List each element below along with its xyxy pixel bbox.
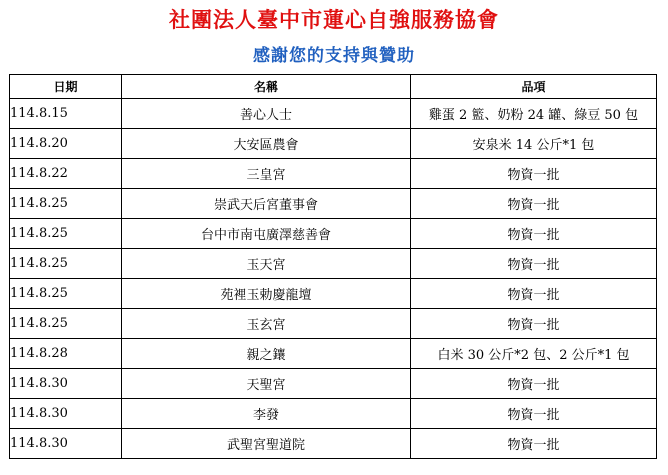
cell-date: 114.8.25 — [10, 309, 122, 339]
donation-table — [9, 74, 657, 459]
table-row — [10, 399, 657, 429]
table-row — [10, 369, 657, 399]
page-subtitle: 感謝您的支持與贊助 — [253, 46, 415, 66]
cell-date: 114.8.25 — [10, 189, 122, 219]
cell-item: 物資一批 — [411, 219, 657, 249]
cell-date: 114.8.22 — [10, 159, 122, 189]
cell-name: 玉玄宮 — [122, 309, 411, 339]
cell-item: 物資一批 — [411, 399, 657, 429]
table-row — [10, 279, 657, 309]
cell-item: 白米 30 公斤*2 包、2 公斤*1 包 — [411, 339, 657, 369]
cell-name: 親之鑲 — [122, 339, 411, 369]
cell-item: 物資一批 — [411, 309, 657, 339]
cell-name: 天聖宮 — [122, 369, 411, 399]
cell-item: 安泉米 14 公斤*1 包 — [411, 129, 657, 159]
table-row — [10, 159, 657, 189]
table-row — [10, 249, 657, 279]
cell-date: 114.8.30 — [10, 369, 122, 399]
table-header-row — [10, 75, 657, 99]
cell-name: 苑裡玉勅慶龍壇 — [122, 279, 411, 309]
cell-name: 武聖宮聖道院 — [122, 429, 411, 459]
table-row — [10, 429, 657, 459]
cell-name: 大安區農會 — [122, 129, 411, 159]
table-row — [10, 339, 657, 369]
cell-item: 物資一批 — [411, 249, 657, 279]
cell-date: 114.8.25 — [10, 279, 122, 309]
page-title: 社團法人臺中市蓮心自強服務協會 — [169, 7, 499, 32]
cell-name: 崇武天后宮董事會 — [122, 189, 411, 219]
column-header-item: 品項 — [411, 75, 657, 99]
cell-item: 物資一批 — [411, 189, 657, 219]
cell-date: 114.8.20 — [10, 129, 122, 159]
column-header-date: 日期 — [10, 75, 122, 99]
cell-date: 114.8.28 — [10, 339, 122, 369]
cell-item: 物資一批 — [411, 369, 657, 399]
cell-name: 善心人士 — [122, 99, 411, 129]
table-row — [10, 99, 657, 129]
cell-item: 雞蛋 2 籃、奶粉 24 罐、綠豆 50 包 — [411, 99, 657, 129]
table-row — [10, 309, 657, 339]
cell-name: 李發 — [122, 399, 411, 429]
cell-item: 物資一批 — [411, 279, 657, 309]
cell-name: 台中市南屯廣澤慈善會 — [122, 219, 411, 249]
table-row — [10, 189, 657, 219]
table-row — [10, 219, 657, 249]
table-row — [10, 129, 657, 159]
cell-item: 物資一批 — [411, 429, 657, 459]
cell-date: 114.8.25 — [10, 249, 122, 279]
cell-date: 114.8.30 — [10, 429, 122, 459]
column-header-name: 名稱 — [122, 75, 411, 99]
cell-item: 物資一批 — [411, 159, 657, 189]
cell-date: 114.8.15 — [10, 99, 122, 129]
cell-name: 玉天宮 — [122, 249, 411, 279]
cell-date: 114.8.25 — [10, 219, 122, 249]
cell-name: 三皇宮 — [122, 159, 411, 189]
cell-date: 114.8.30 — [10, 399, 122, 429]
